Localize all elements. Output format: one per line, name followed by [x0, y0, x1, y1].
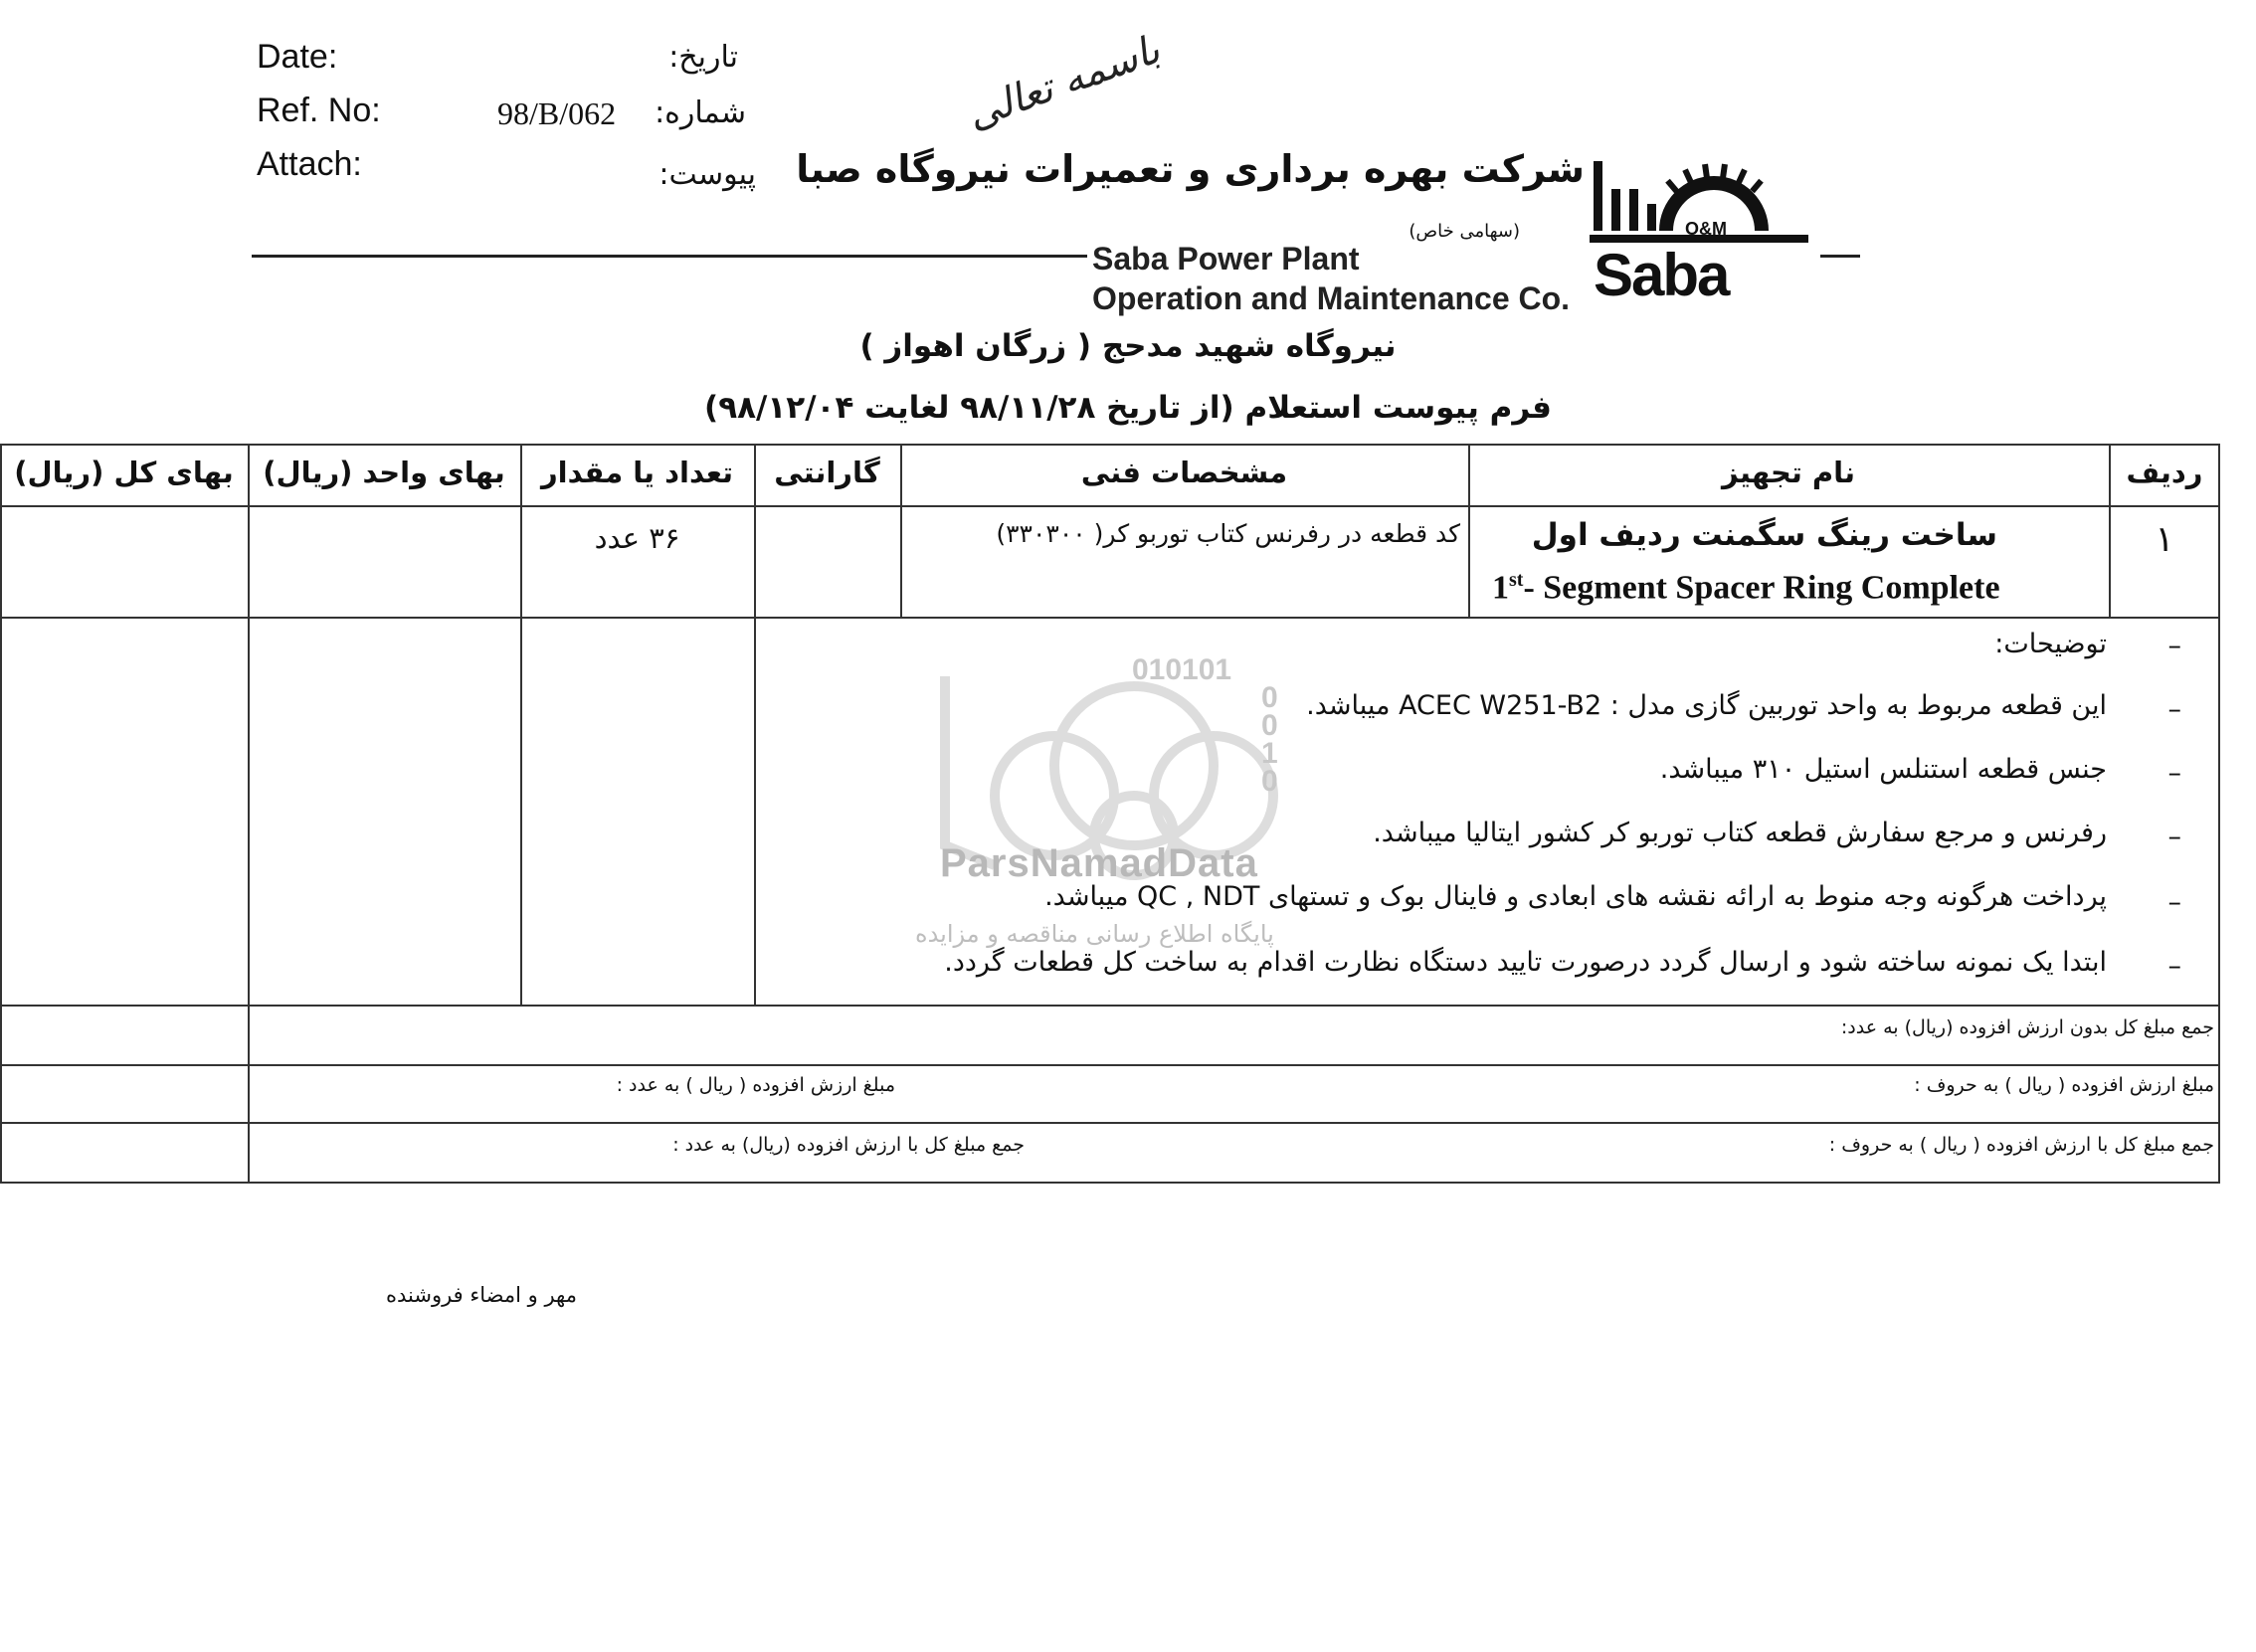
item-name-en-pre: 1 [1492, 569, 1509, 607]
watermark-tagline: پایگاه اطلاع رسانی مناقصه و مزایده [915, 920, 1274, 948]
attach-label-fa: پیوست: [658, 157, 756, 192]
th-equipment: نام تجهیز [1722, 456, 1855, 489]
table-notes-rule [0, 1005, 2220, 1007]
table-total-rule-2 [0, 1122, 2220, 1124]
date-label: Date: [257, 38, 338, 76]
th-specs: مشخصات فنی [1080, 456, 1288, 489]
item-spec: کد قطعه در رفرنس کتاب توربو کر( ۳۳۰۳۰۰) [996, 519, 1460, 548]
note-item: این قطعه مربوط به واحد توربین گازی مدل : ACEC W251-B2 میباشد. [1306, 690, 2107, 721]
note-dash: – [2167, 631, 2181, 661]
company-type: (سهامی خاص) [1409, 221, 1520, 242]
vat-words: مبلغ ارزش افزوده ( ریال ) به حروف : [1914, 1074, 2214, 1096]
ref-number: 98/B/062 [497, 95, 617, 131]
plant-title: نیروگاه شهید مدحج ( زرگان اهواز ) [859, 328, 1397, 364]
item-quantity: ۳۶ عدد [594, 521, 680, 555]
note-dash: – [2167, 694, 2181, 725]
col-sep-warranty [754, 444, 756, 1007]
item-row-number: ۱ [2155, 519, 2174, 560]
note-item: پرداخت هرگونه وجه منوط به ارائه نقشه های ابعادی و فاینال بوک و تستهای QC , NDT میباشد. [1044, 881, 2107, 912]
note-dash: – [2167, 758, 2181, 789]
watermark-brand: ParsNamadData [940, 841, 1258, 885]
note-item: ابتدا یک نمونه ساخته شود و ارسال گردد درصورت تایید دستگاه نظارت اقدام به ساخت کل قطعات گردد. [944, 947, 2107, 978]
total-no-vat-num: جمع مبلغ کل بدون ارزش افزوده (ریال) به عدد: [1840, 1016, 2214, 1038]
logo-badge: O&M [1685, 219, 1727, 239]
item-name-en [1492, 569, 2000, 607]
table-total-rule-1 [0, 1064, 2220, 1066]
attach-label: Attach: [257, 145, 362, 183]
th-total-price: بهای کل (ریال) [14, 456, 234, 489]
header-rule-right [1820, 255, 1860, 258]
company-logo [1590, 149, 1808, 318]
basmala: باسمه تعالی [961, 26, 1167, 139]
note-dash: – [2167, 822, 2181, 852]
company-name-en-2: Operation and Maintenance Co. [1092, 280, 1571, 316]
table-item-rule [0, 617, 2220, 619]
company-name-en-1: Saba Power Plant [1092, 241, 1360, 276]
company-name-fa: شرکت بهره برداری و تعمیرات نیروگاه صبا [796, 147, 1585, 191]
notes-title: توضیحات: [1994, 629, 2107, 659]
th-quantity: تعداد یا مقدار [540, 456, 734, 489]
table-header-rule [0, 505, 2220, 507]
watermark-digits-col: 0010 [1261, 681, 1278, 798]
note-dash: – [2167, 951, 2181, 982]
watermark-digits-row: 010101 [1132, 653, 1232, 686]
th-unit-price: بهای واحد (ریال) [263, 456, 505, 489]
ref-label-fa: شماره: [655, 95, 746, 130]
note-item: رفرنس و مرجع سفارش قطعه کتاب توربو کر کشور ایتالیا میباشد. [1373, 818, 2107, 848]
date-label-fa: تاریخ: [668, 40, 738, 75]
item-name-fa: ساخت رینگ سگمنت ردیف اول [1531, 517, 1997, 553]
item-name-en-post: - Segment Spacer Ring Complete [1523, 569, 2000, 607]
ref-label: Ref. No: [257, 92, 381, 129]
note-dash: – [2167, 887, 2181, 918]
seller-signature-label: مهر و امضاء فروشنده [386, 1283, 577, 1307]
total-vat-words: جمع مبلغ کل با ارزش افزوده ( ریال ) به حروف : [1828, 1134, 2214, 1156]
items-table [0, 444, 2220, 1184]
note-item: جنس قطعه استنلس استیل ۳۱۰ میباشد. [1659, 754, 2107, 785]
th-row: ردیف [2126, 456, 2203, 489]
total-vat-num: جمع مبلغ کل با ارزش افزوده (ریال) به عدد : [672, 1134, 1025, 1156]
header-rule-left [252, 255, 1087, 258]
form-title: فرم پیوست استعلام (از تاریخ ۹۸/۱۱/۲۸ لغایت ۹۸/۱۲/۰۴) [704, 390, 1552, 426]
col-sep-unit-price [248, 444, 250, 1184]
vat-num: مبلغ ارزش افزوده ( ریال ) به عدد : [616, 1074, 895, 1096]
logo-text: Saba [1594, 242, 1729, 308]
th-warranty: گارانتی [774, 456, 880, 489]
item-name-en-sup: st [1509, 569, 1524, 591]
